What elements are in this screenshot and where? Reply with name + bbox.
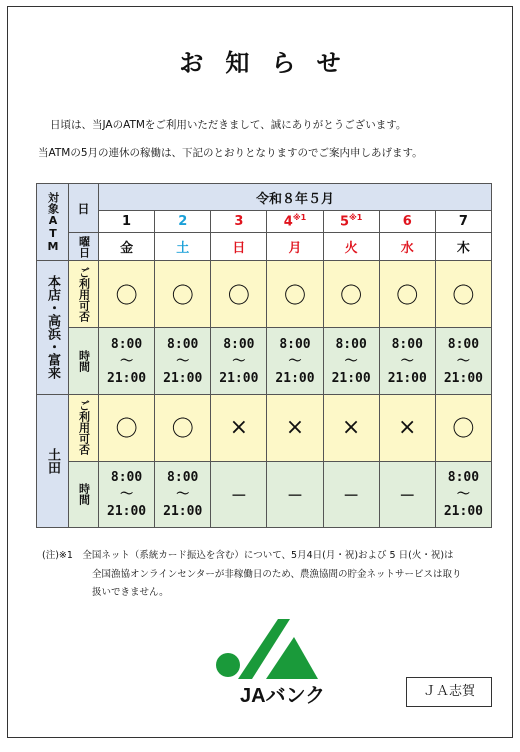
close-time: 21:00 xyxy=(107,370,147,386)
availability-label: ご利用可否 xyxy=(69,394,99,461)
branch-name-box: ＪＡ志賀 xyxy=(406,677,492,707)
ja-bank-logo-text: JAバンク xyxy=(240,685,326,707)
day-number: 3 xyxy=(234,214,244,230)
weekday-cell: 金 xyxy=(99,233,155,261)
open-time: 8:00 xyxy=(279,336,311,352)
open-time: 8:00 xyxy=(335,336,367,352)
day-number-cell xyxy=(267,211,323,233)
day-number: 5 xyxy=(339,214,349,230)
atm-schedule-table xyxy=(36,183,492,528)
hours-label: 時間 xyxy=(69,328,99,394)
availability-cell: 〇 xyxy=(435,261,491,328)
close-time: 21:00 xyxy=(443,503,483,519)
day-number: 7 xyxy=(458,214,468,230)
time-separator: ～ xyxy=(456,486,470,502)
closed-dash: － xyxy=(399,485,416,505)
month-header: 令和８年５月 xyxy=(99,184,492,211)
hours-cell xyxy=(267,328,323,394)
open-time: 8:00 xyxy=(223,336,255,352)
location-name-cell: 土田 xyxy=(37,394,69,527)
hours-cell xyxy=(323,461,379,527)
day-number-cell xyxy=(99,211,155,233)
availability-cell: × xyxy=(267,394,323,461)
day-number-cell xyxy=(379,211,435,233)
open-time: 8:00 xyxy=(447,469,480,485)
footnote-mark: ※1 xyxy=(348,213,363,223)
hours-cell xyxy=(267,461,323,527)
weekday-cell: 火 xyxy=(323,233,379,261)
time-separator: ～ xyxy=(232,353,246,369)
availability-cell: 〇 xyxy=(155,394,211,461)
day-number-cell xyxy=(323,211,379,233)
availability-cell: 〇 xyxy=(155,261,211,328)
closed-dash: － xyxy=(343,485,360,505)
hours-cell xyxy=(99,328,155,394)
close-time: 21:00 xyxy=(331,370,371,386)
hours-cell xyxy=(379,461,435,527)
closed-dash: － xyxy=(230,485,247,505)
weekday-cell: 木 xyxy=(435,233,491,261)
day-header: 日 xyxy=(69,184,99,233)
availability-cell: 〇 xyxy=(435,394,491,461)
weekday-cell: 水 xyxy=(379,233,435,261)
availability-label: ご利用可否 xyxy=(69,261,99,328)
close-time: 21:00 xyxy=(275,370,315,386)
time-separator: ～ xyxy=(400,353,414,369)
hours-cell xyxy=(379,328,435,394)
open-time: 8:00 xyxy=(110,336,143,352)
time-separator: ～ xyxy=(176,353,190,369)
intro-line-2: 当ATMの5月の連休の稼働は、下記のとおりとなりますのでご案内申しあげます。 xyxy=(38,147,423,159)
availability-cell: × xyxy=(323,394,379,461)
open-time: 8:00 xyxy=(167,336,199,352)
availability-cell: 〇 xyxy=(99,261,155,328)
time-separator: ～ xyxy=(456,353,470,369)
weekday-header: 曜日 xyxy=(69,233,99,261)
hours-cell xyxy=(435,461,491,527)
hours-label: 時間 xyxy=(69,461,99,527)
hours-cell xyxy=(323,328,379,394)
availability-cell: × xyxy=(211,394,267,461)
hours-cell xyxy=(155,328,211,394)
footnote-mark: ※1 xyxy=(292,213,307,223)
note-line-3: 扱いできません。 xyxy=(92,587,169,598)
close-time: 21:00 xyxy=(163,503,203,519)
target-atm-header: 対象ATM xyxy=(37,184,69,261)
close-time: 21:00 xyxy=(163,370,203,386)
open-time: 8:00 xyxy=(167,469,199,485)
day-number-cell xyxy=(211,211,267,233)
intro-line-1: 日頃は、当JAのATMをご利用いただきまして、誠にありがとうございます。 xyxy=(50,119,407,131)
close-time: 21:00 xyxy=(219,370,259,386)
page-title: お知らせ xyxy=(179,49,363,77)
weekday-cell: 月 xyxy=(267,233,323,261)
open-time: 8:00 xyxy=(110,469,143,485)
weekday-cell: 日 xyxy=(211,233,267,261)
hours-cell xyxy=(435,328,491,394)
note-line-1: (注)※1 全国ネット（系統カード振込を含む）について、5月4日(月・祝)および 5 日(火・祝)は xyxy=(42,550,454,561)
time-separator: ～ xyxy=(288,353,302,369)
day-number: 4 xyxy=(283,214,293,230)
availability-cell: × xyxy=(379,394,435,461)
close-time: 21:00 xyxy=(107,503,147,519)
hours-cell xyxy=(155,461,211,527)
day-number: 6 xyxy=(402,214,412,230)
availability-cell: 〇 xyxy=(99,394,155,461)
open-time: 8:00 xyxy=(391,336,423,352)
location-name-cell: 本店・高浜・富来 xyxy=(37,261,69,394)
closed-dash: － xyxy=(286,485,303,505)
day-number-cell xyxy=(435,211,491,233)
notice-page xyxy=(7,6,513,738)
day-number: 1 xyxy=(122,214,132,230)
time-separator: ～ xyxy=(344,353,358,369)
hours-cell xyxy=(211,328,267,394)
availability-cell: 〇 xyxy=(379,261,435,328)
availability-cell: 〇 xyxy=(211,261,267,328)
availability-cell: 〇 xyxy=(267,261,323,328)
availability-cell: 〇 xyxy=(323,261,379,328)
note-line-2: 全国漁協オンラインセンターが非稼働日のため、農漁協間の貯金ネットサービスは取り xyxy=(92,569,462,580)
close-time: 21:00 xyxy=(443,370,483,386)
open-time: 8:00 xyxy=(447,336,480,352)
time-separator: ～ xyxy=(120,353,134,369)
day-number: 2 xyxy=(178,214,188,230)
weekday-cell: 土 xyxy=(155,233,211,261)
time-separator: ～ xyxy=(120,486,134,502)
hours-cell xyxy=(211,461,267,527)
time-separator: ～ xyxy=(176,486,190,502)
day-number-cell xyxy=(155,211,211,233)
hours-cell xyxy=(99,461,155,527)
close-time: 21:00 xyxy=(387,370,427,386)
